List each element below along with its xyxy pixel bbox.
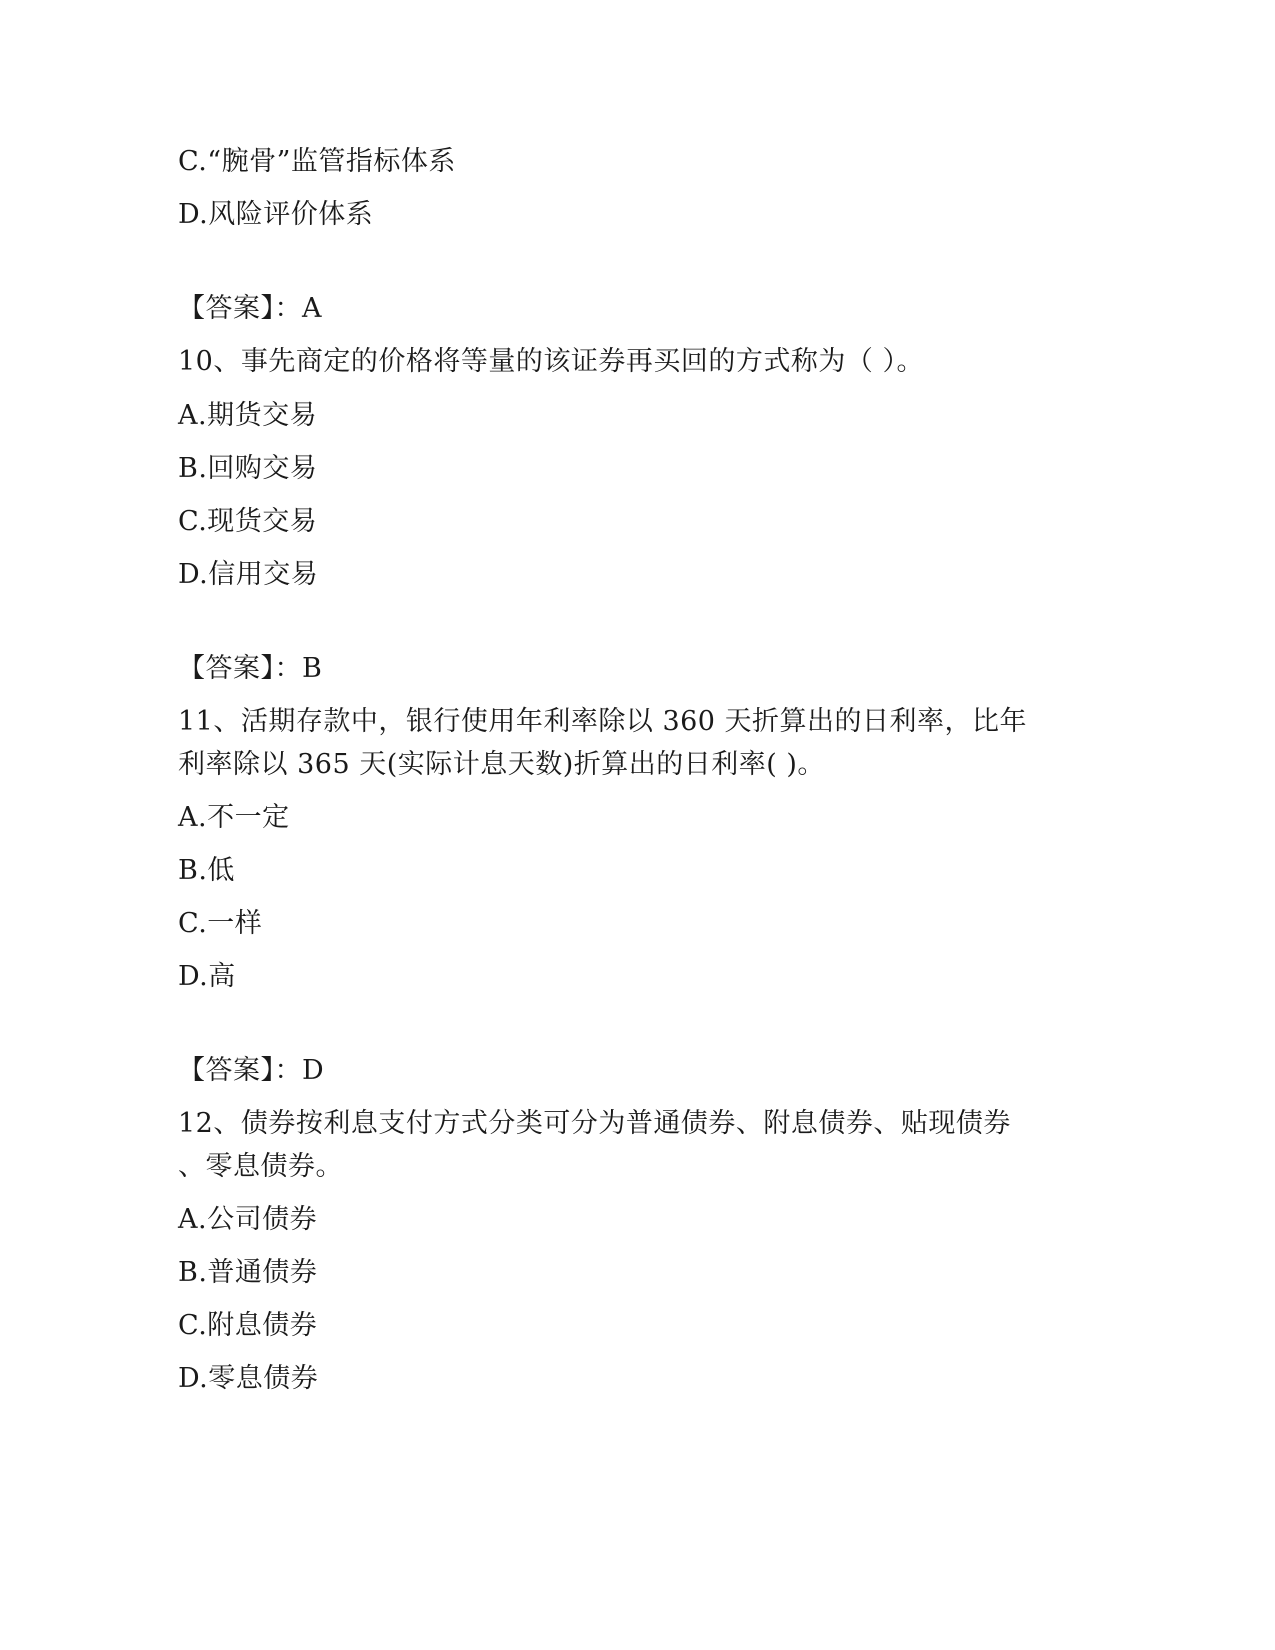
answer-line: 【答案】：D	[178, 1055, 325, 1086]
answer-line: 【答案】：B	[178, 653, 323, 684]
option-d: D.信用交易	[178, 559, 319, 590]
question-12-stem-line1: 12、债券按利息支付方式分类可分为普通债券、附息债券、贴现债券	[178, 1108, 1011, 1139]
option-b: B.低	[178, 855, 235, 886]
option-d: D.风险评价体系	[178, 199, 374, 230]
option-c: C.附息债券	[178, 1310, 318, 1341]
option-d: D.零息债券	[178, 1363, 319, 1394]
option-a: A.不一定	[178, 802, 290, 833]
option-b: B.普通债券	[178, 1257, 318, 1288]
option-a: A.期货交易	[178, 400, 318, 431]
question-10-stem: 10、事先商定的价格将等量的该证券再买回的方式称为（ ）。	[178, 346, 924, 377]
question-11-stem-line1: 11、活期存款中，银行使用年利率除以 360 天折算出的日利率，比年	[178, 706, 1028, 737]
option-d: D.高	[178, 961, 236, 992]
option-b: B.回购交易	[178, 453, 318, 484]
answer-line: 【答案】：A	[178, 293, 322, 324]
option-a: A.公司债券	[178, 1204, 318, 1235]
question-12-stem-line2: 、零息债券。	[178, 1151, 343, 1182]
question-11-stem-line2: 利率除以 365 天(实际计息天数)折算出的日利率( )。	[178, 749, 825, 780]
option-c: C.一样	[178, 908, 263, 939]
option-c: C.“腕骨”监管指标体系	[178, 146, 456, 177]
option-c: C.现货交易	[178, 506, 318, 537]
